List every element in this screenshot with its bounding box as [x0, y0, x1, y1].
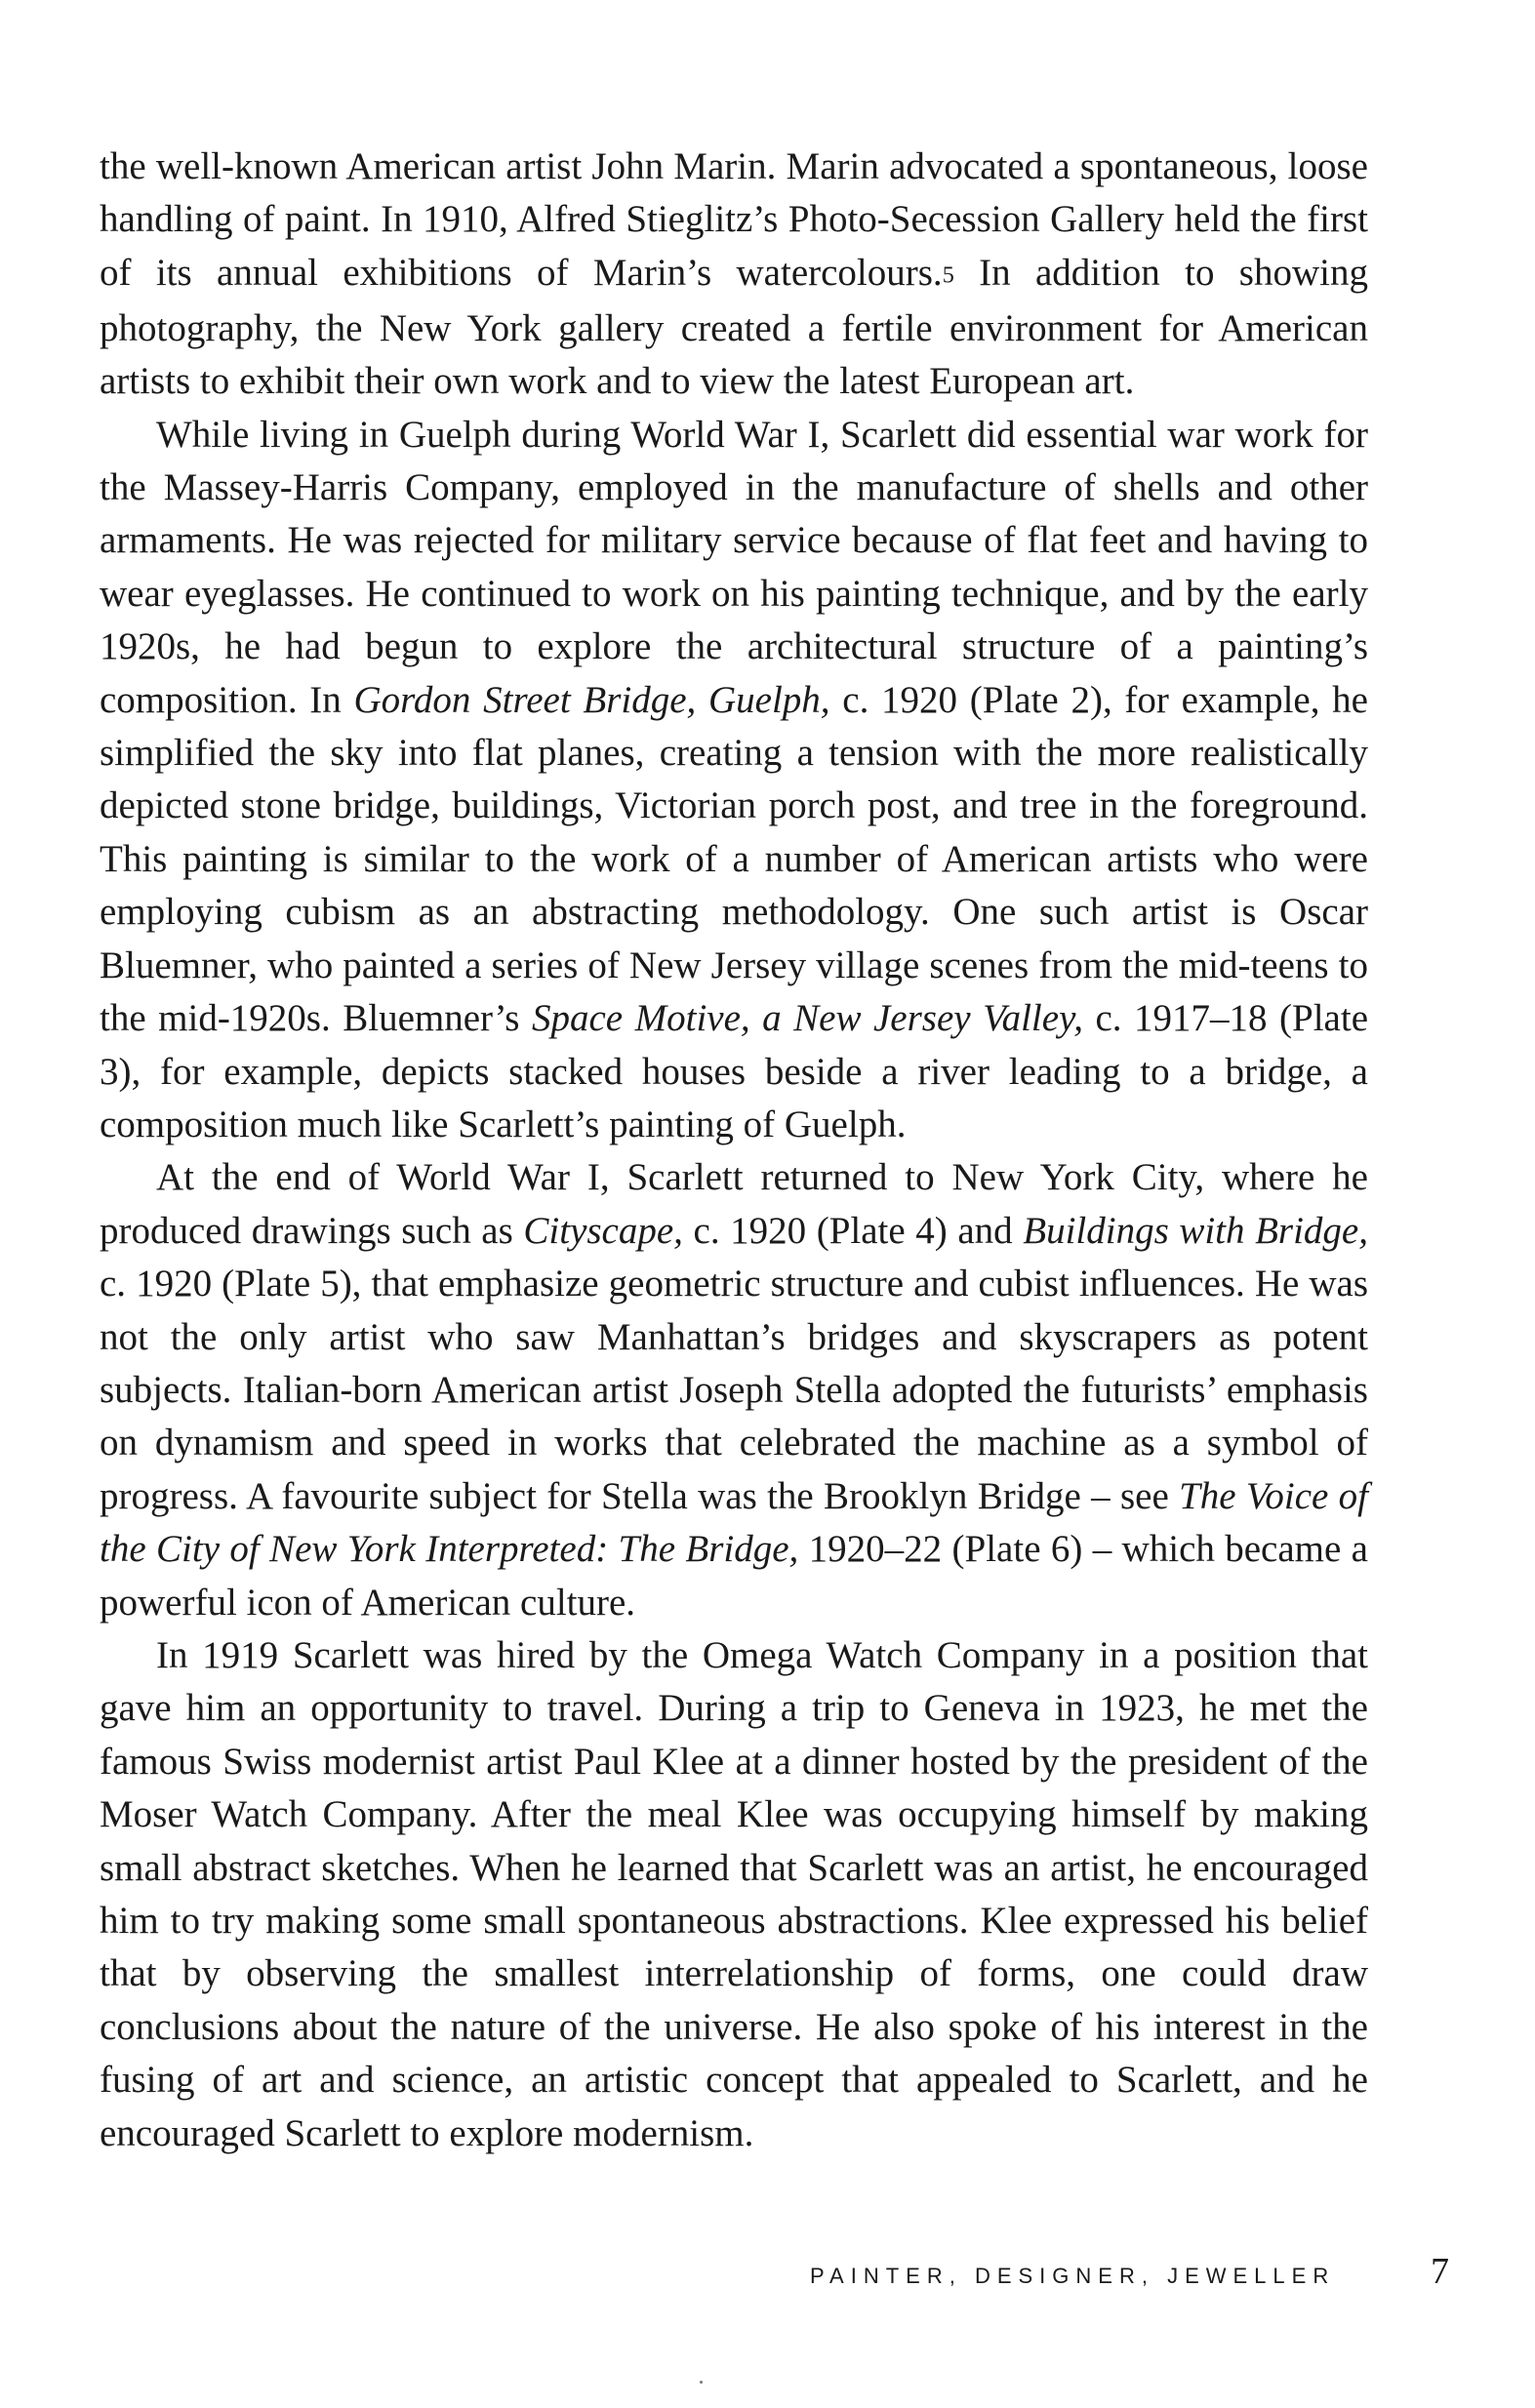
page-number: 7: [1431, 2251, 1449, 2292]
text-run: c. 1920 (Plate 2), for example, he simplified the sky into flat planes, creating a tension with the more realistically depicted stone bridge, buildings, Victorian porch post, and tree in the foreground. This painting is similar to the work of a number of American artists who were employing cubism as an abstracting methodology. One such artist is Oscar Bluemner, who painted a series of New Jersey village scenes from the mid-teens to the mid-1920s. Bluemner’s: [100, 678, 1368, 1040]
paragraph: [100, 1629, 1368, 2160]
text-run: 1920–22 (Plate 6) – which became a powerful icon of American culture.: [100, 1528, 1368, 1624]
text-run: c. 1920 (Plate 5), that emphasize geometric structure and cubist influences. He was not the only artist who saw Manhattan’s bridges and skyscrapers as potent subjects. Italian-born American artist Joseph Stella adopted the futurists’ emphasis on dynamism and speed in works that celebrated the machine as a symbol of progress. A favourite subject for Stella was the Brooklyn Bridge – see: [100, 1263, 1368, 1517]
text-run: In addition to showing photography, the New York gallery created a fertile environment for American artists to exhibit their own work and to view the latest European art.: [100, 251, 1368, 403]
text-run: c. 1920 (Plate 4) and: [682, 1209, 1024, 1252]
text-run: c. 1917–18 (Plate 3), for example, depicts stacked houses beside a river leading to a bridge, a composition much like Scarlett’s painting of Guelph.: [100, 997, 1369, 1145]
body-text: [100, 140, 1368, 2160]
footnote-marker: 5: [942, 261, 954, 289]
italic-title: Cityscape,: [523, 1209, 683, 1252]
paragraph: [100, 1151, 1368, 1629]
text-run: At the end of World War I, Scarlett returned to New York City, where he produced drawings such as: [100, 1156, 1368, 1252]
text-run: In 1919 Scarlett was hired by the Omega Watch Company in a position that gave him an opportunity to travel. During a trip to Geneva in 1923, he met the famous Swiss modernist artist Paul Klee at a dinner hosted by the president of the Moser Watch Company. After the meal Klee was occupying himself by making small abstract sketches. When he learned that Scarlett was an artist, he encouraged him to try making some small spontaneous abstractions. Klee expressed his belief that by observing the smallest interrelationship of forms, one could draw conclusions about the nature of the universe. He also spoke of his interest in the fusing of art and science, an artistic concept that appealed to Scarlett, and he encouraged Scarlett to explore modernism.: [100, 1633, 1368, 2154]
print-speck: [700, 2381, 703, 2384]
paragraph: [100, 140, 1368, 409]
text-run: While living in Guelph during World War I, Scarlett did essential war work for the Massey-Harris Company, employed in the manufacture of shells and other armaments. He was rejected for military service because of flat feet and having to wear eyeglasses. He continued to work on his painting technique, and by the early 1920s, he had begun to explore the architectural structure of a painting’s composition. In: [100, 413, 1368, 721]
italic-title: Buildings with Bridge,: [1023, 1209, 1368, 1252]
italic-title: Gordon Street Bridge, Guelph,: [353, 678, 830, 721]
paragraph: [100, 409, 1368, 1152]
italic-title: Space Motive, a New Jersey Valley,: [532, 997, 1083, 1040]
running-footer: PAINTER, DESIGNER, JEWELLER: [810, 2264, 1336, 2288]
italic-title: The Voice of the City of New York Interpreted: The Bridge,: [100, 1474, 1368, 1571]
text-run: the well-known American artist John Marin. Marin advocated a spontaneous, loose handling of paint. In 1910, Alfred Stieglitz’s Photo-Secession Gallery held the first of its annual exhibitions of Marin’s watercolours.: [100, 145, 1368, 294]
